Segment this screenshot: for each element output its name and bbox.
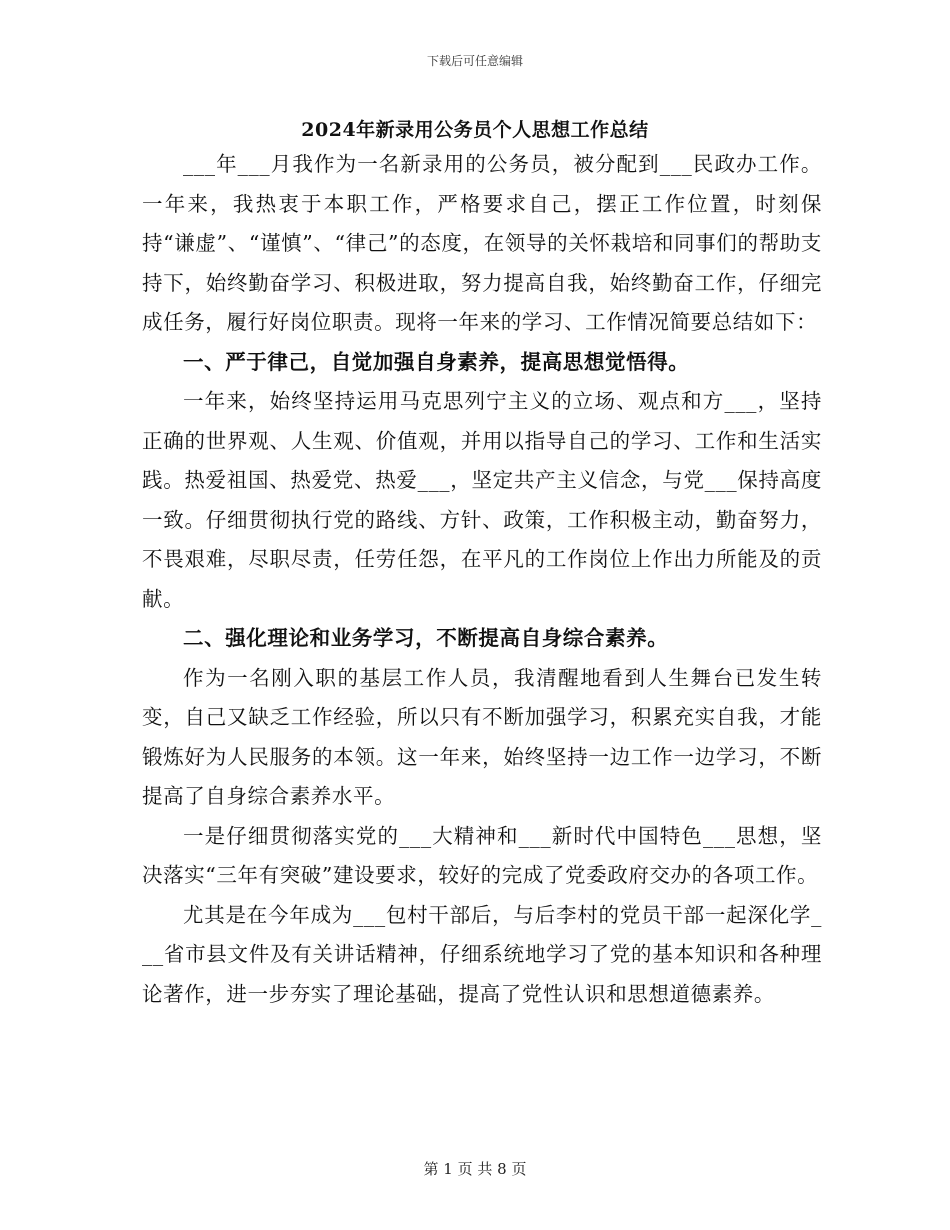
paragraph-section-1: 一年来，始终坚持运用马克思列宁主义的立场、观点和方___，坚持正确的世界观、人生观、价值观，并用以指导自己的学习、工作和生活实践。热爱祖国、热爱党、热爱___，坚定共产主义信念，与党___保持高度一致。仔细贯彻执行党的路线、方针、政策，工作积极主动，勤奋努力，不畏艰难，尽职尽责，任劳任怨，在平凡的工作岗位上作出力所能及的贡献。 bbox=[142, 389, 822, 611]
document-body bbox=[142, 145, 822, 1014]
paragraph-point-1: 一是仔细贯彻落实党的___大精神和___新时代中国特色___思想，坚决落实“三年有突破”建设要求，较好的完成了党委政府交办的各项工作。 bbox=[142, 823, 822, 887]
header-note: 下载后可任意编辑 bbox=[426, 54, 523, 68]
paragraph-point-2: 尤其是在今年成为___包村干部后，与后李村的党员干部一起深化学___省市县文件及有关讲话精神，仔细系统地学习了党的基本知识和各种理论著作，进一步夯实了理论基础，提高了党性认识和思想道德素养。 bbox=[142, 902, 822, 1006]
document-title: 2024年新录用公务员个人思想工作总结 bbox=[301, 119, 649, 141]
section-heading-2: 二、强化理论和业务学习，不断提高自身综合素养。 bbox=[183, 626, 669, 650]
paragraph-intro: ___年___月我作为一名新录用的公务员，被分配到___民政办工作。一年来，我热衷于本职工作，严格要求自己，摆正工作位置，时刻保持“谦虚”、“谨慎”、“律己”的态度，在领导的关怀栽培和同事们的帮助支持下，始终勤奋学习、积极进取，努力提高自我，始终勤奋工作，仔细完成任务，履行好岗位职责。现将一年来的学习、工作情况简要总结如下： bbox=[142, 152, 822, 334]
section-heading-1: 一、严于律己，自觉加强自身素养，提高思想觉悟得。 bbox=[183, 349, 690, 374]
paragraph-section-2: 作为一名刚入职的基层工作人员，我清醒地看到人生舞台已发生转变，自己又缺乏工作经验，所以只有不断加强学习，积累充实自我，才能锻炼好为人民服务的本领。这一年来，始终坚持一边工作一边学习，不断提高了自身综合素养水平。 bbox=[142, 665, 822, 808]
page-number: 第 1 页 共 8 页 bbox=[423, 1160, 527, 1178]
